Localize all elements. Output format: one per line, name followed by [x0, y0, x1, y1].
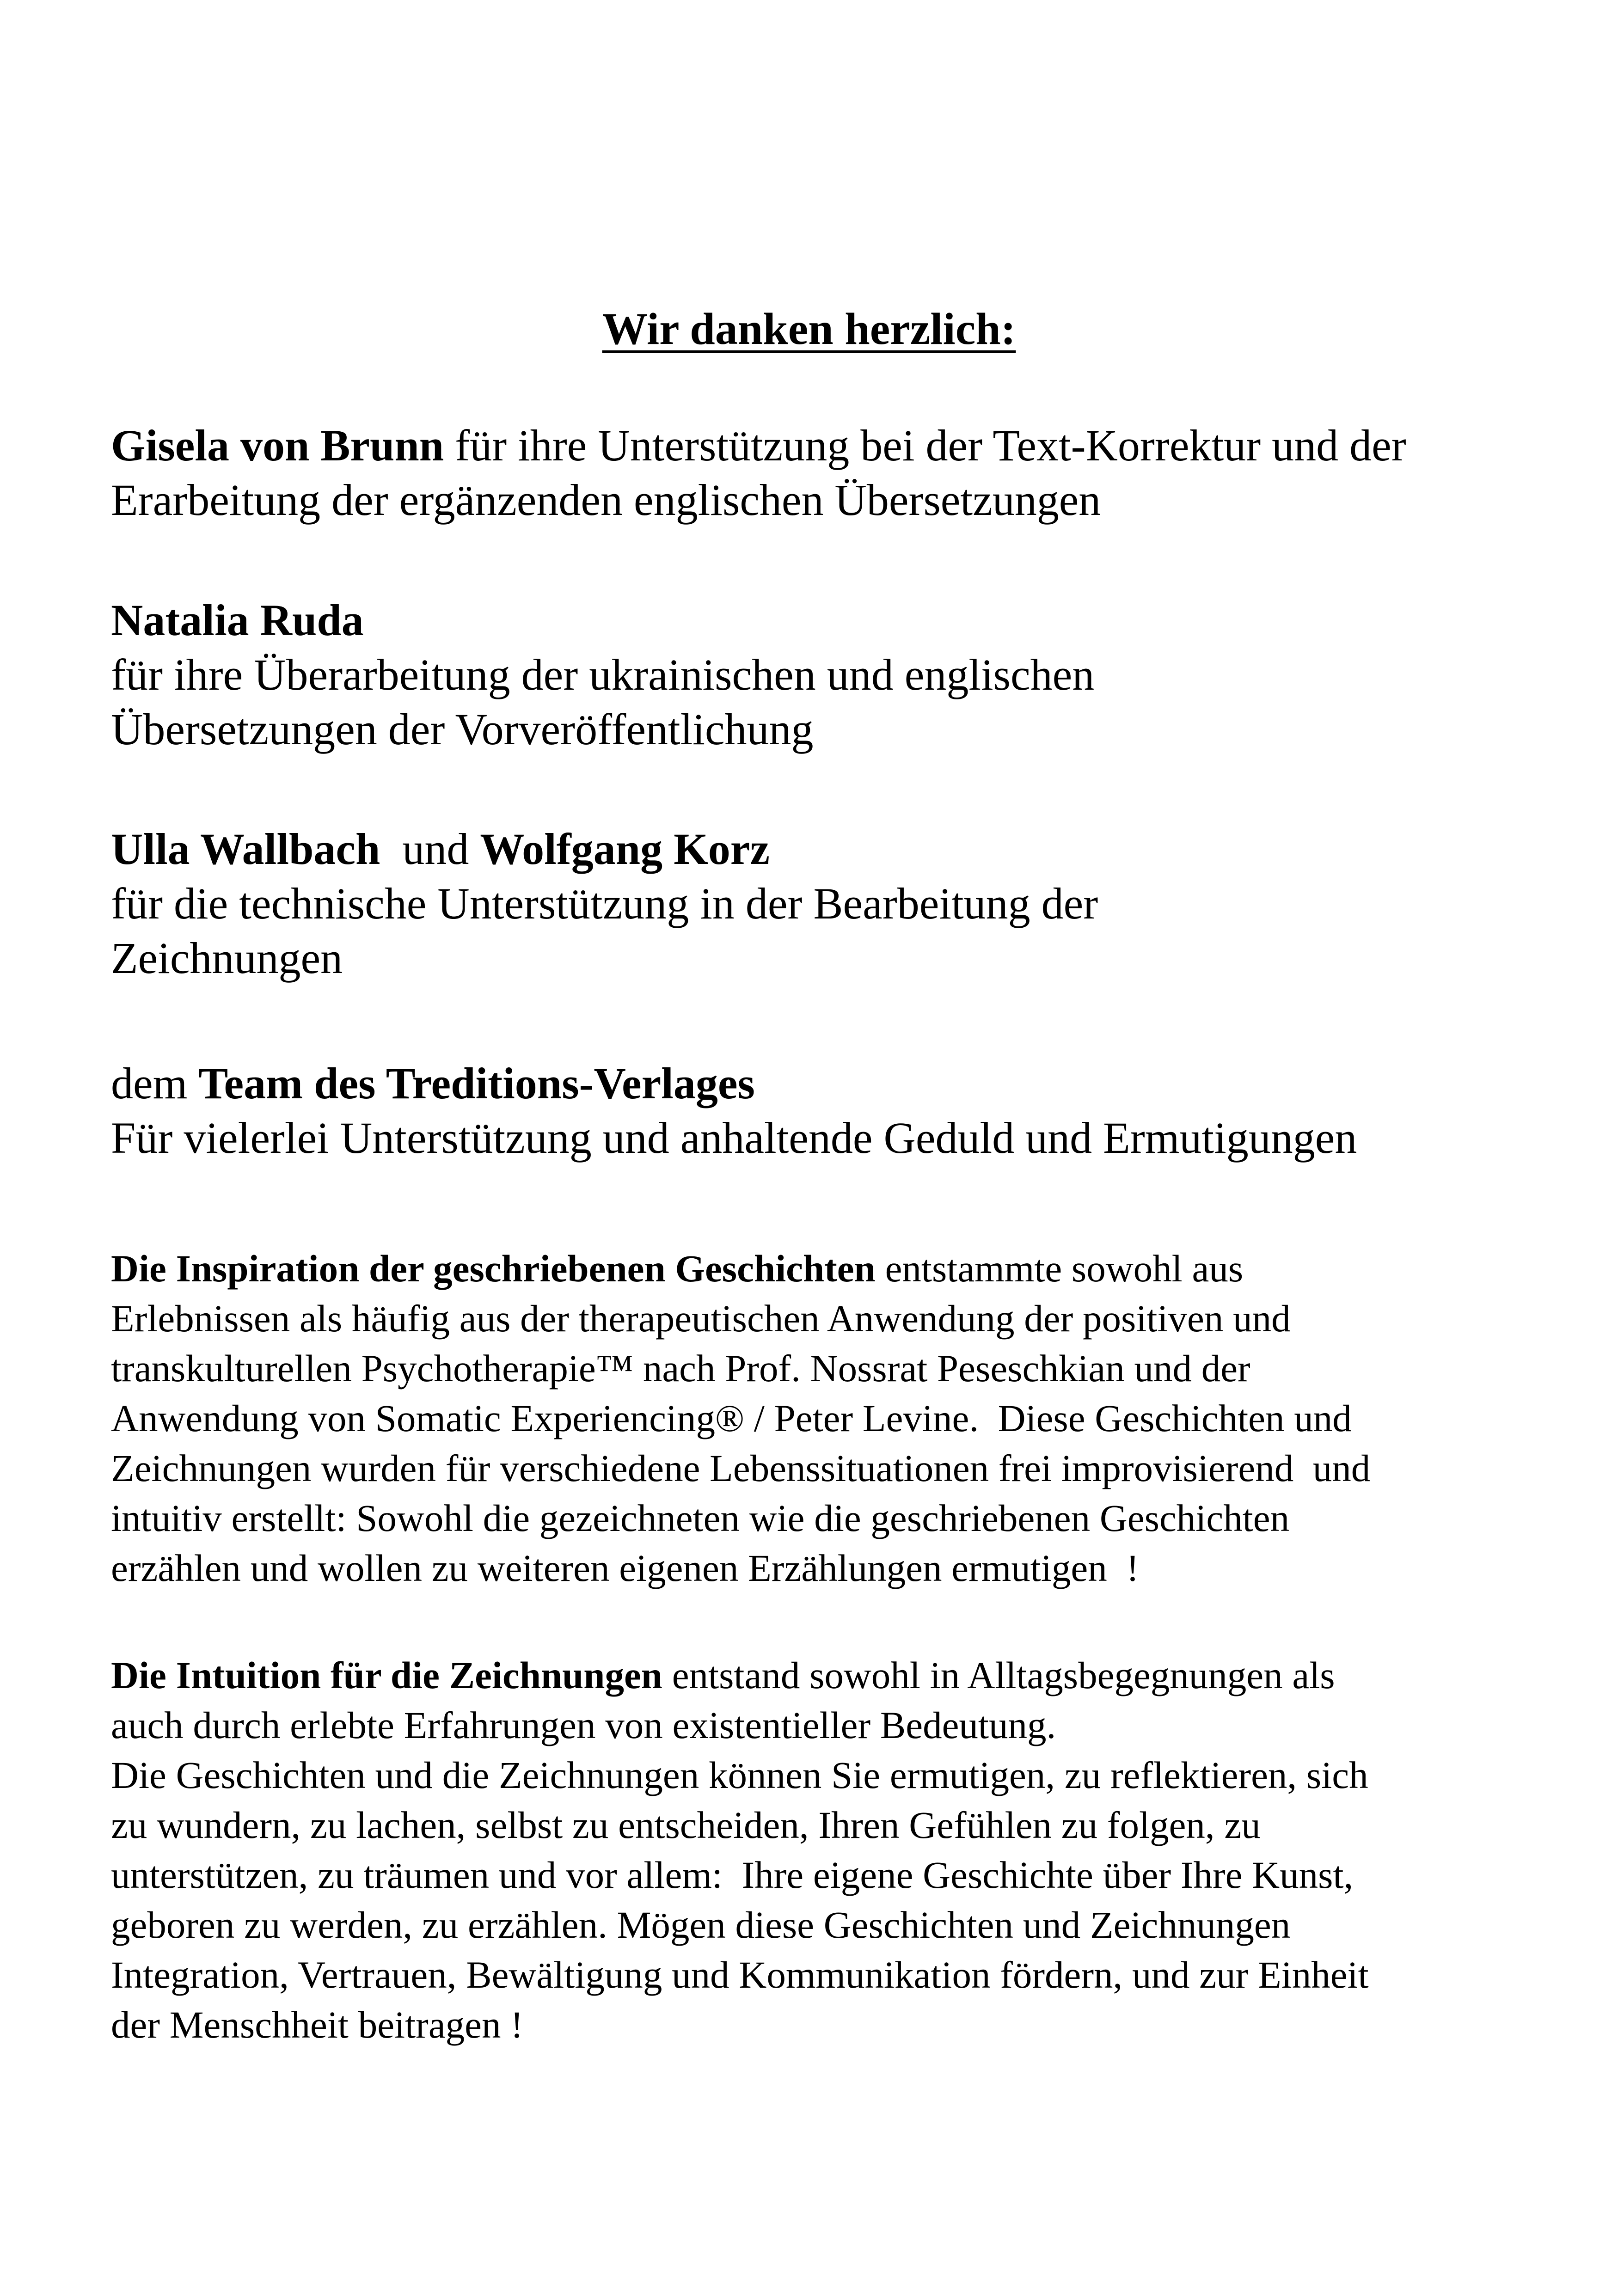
ack-line	[111, 418, 1544, 473]
paragraph-line: erzählen und wollen zu weiteren eigenen Erzählungen ermutigen !	[111, 1547, 1139, 1589]
ack-text: Für vielerlei Unterstützung und anhaltende Geduld und Ermutigungen	[111, 1113, 1357, 1163]
page-title	[0, 303, 1618, 356]
person-name-text: Natalia Ruda	[111, 595, 364, 645]
person-name	[111, 593, 1544, 648]
acknowledgement-natalia	[111, 593, 1544, 757]
paragraph-text: entstand sowohl in Alltagsbegegnungen als	[662, 1654, 1335, 1696]
paragraph-text: entstammte sowohl aus	[875, 1247, 1244, 1290]
ack-text: für ihre Unterstützung bei der Text-Korrektur und der	[444, 421, 1406, 470]
paragraph-inspiration	[111, 1243, 1544, 1593]
paragraph-line: Erlebnissen als häufig aus der therapeutischen Anwendung der positiven und	[111, 1297, 1291, 1340]
ack-text: Übersetzungen der Vorveröffentlichung	[111, 704, 814, 754]
person-name: Ulla Wallbach	[111, 824, 380, 874]
paragraph-intuition	[111, 1650, 1544, 2050]
acknowledgement-team	[111, 1056, 1544, 1165]
ack-text: Erarbeitung der ergänzenden englischen Übersetzungen	[111, 475, 1101, 525]
ack-text: für die technische Unterstützung in der Bearbeitung der	[111, 879, 1098, 928]
paragraph-line: Die Geschichten und die Zeichnungen können Sie ermutigen, zu reflektieren, sich	[111, 1754, 1368, 1796]
paragraph-line: der Menschheit beitragen !	[111, 2003, 523, 2046]
person-name: Gisela von Brunn	[111, 421, 444, 470]
paragraph-line: Anwendung von Somatic Experiencing® / Peter Levine. Diese Geschichten und	[111, 1397, 1352, 1439]
paragraph-line	[111, 1650, 1544, 1700]
ack-text: Zeichnungen	[111, 933, 343, 983]
ack-line	[111, 822, 1544, 876]
paragraph-line: unterstützen, zu träumen und vor allem: Ihre eigene Geschichte über Ihre Kunst,	[111, 1854, 1354, 1896]
paragraph-heading: Die Intuition für die Zeichnungen	[111, 1654, 662, 1696]
paragraph-line: intuitiv erstellt: Sowohl die gezeichneten wie die geschriebenen Geschichten	[111, 1497, 1290, 1539]
ack-joiner: und	[380, 824, 480, 874]
acknowledgement-gisela	[111, 418, 1544, 527]
paragraph-line: zu wundern, zu lachen, selbst zu entscheiden, Ihren Gefühlen zu folgen, zu	[111, 1804, 1261, 1846]
paragraph-line: Integration, Vertrauen, Bewältigung und Kommunikation fördern, und zur Einheit	[111, 1953, 1369, 1996]
ack-prefix: dem	[111, 1059, 199, 1108]
paragraph-line	[111, 1243, 1544, 1293]
team-name: Team des Treditions-Verlages	[198, 1059, 755, 1108]
paragraph-line: transkulturellen Psychotherapie™ nach Prof. Nossrat Peseschkian und der	[111, 1347, 1250, 1390]
ack-text: für ihre Überarbeitung der ukrainischen und englischen	[111, 650, 1095, 699]
paragraph-line: Zeichnungen wurden für verschiedene Lebenssituationen frei improvisierend und	[111, 1447, 1371, 1489]
acknowledgement-ulla-wolfgang	[111, 822, 1544, 986]
paragraph-heading: Die Inspiration der geschriebenen Geschichten	[111, 1247, 876, 1290]
paragraph-line: auch durch erlebte Erfahrungen von existentieller Bedeutung.	[111, 1704, 1056, 1746]
paragraph-line: geboren zu werden, zu erzählen. Mögen diese Geschichten und Zeichnungen	[111, 1904, 1291, 1946]
title-text: Wir danken herzlich:	[602, 304, 1016, 354]
ack-line	[111, 1056, 1544, 1111]
person-name: Wolfgang Korz	[480, 824, 770, 874]
